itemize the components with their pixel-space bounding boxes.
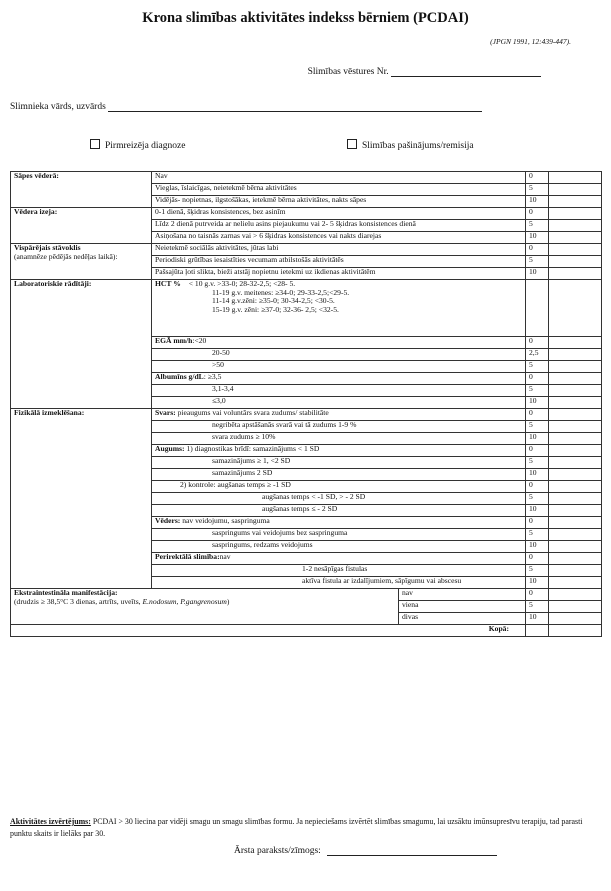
row-score: 0 — [526, 172, 549, 184]
row-text: svara zudums ≥ 10% — [152, 433, 526, 445]
esr-cell — [152, 337, 526, 349]
patient-name-field[interactable] — [10, 101, 482, 112]
row-text: samazinājums 2 SD — [152, 469, 526, 481]
row-score: 10 — [526, 541, 549, 553]
score-entry-cell[interactable] — [549, 601, 602, 613]
row-text: samazinājums ≥ 1, <2 SD — [152, 457, 526, 469]
patient-line[interactable] — [108, 101, 482, 112]
signature-field[interactable] — [234, 845, 497, 856]
table-row — [11, 589, 602, 601]
abdomen-cell — [152, 517, 526, 529]
row-score: 10 — [526, 397, 549, 409]
row-score: 5 — [526, 385, 549, 397]
row-score: 5 — [526, 493, 549, 505]
row-text: Vieglas, īslaicīgas, neietekmē bērna aktivitātes — [152, 184, 526, 196]
row-score: 5 — [526, 361, 549, 373]
hct-cell — [152, 280, 526, 337]
alb-cell — [152, 373, 526, 385]
score-entry-cell[interactable] — [549, 421, 602, 433]
score-entry-cell[interactable] — [549, 244, 602, 256]
score-entry-cell[interactable] — [549, 469, 602, 481]
row-score: 10 — [526, 577, 549, 589]
extra-desc-it1: E.nodosum, — [142, 596, 179, 606]
row-score: 0 — [526, 445, 549, 457]
score-entry-cell[interactable] — [549, 373, 602, 385]
hct-line: < 10 g.v. >33-0; 28-32-2,5; <28- 5. — [188, 279, 296, 288]
row-text: augšanas temps ≤ - 2 SD — [152, 505, 526, 517]
score-entry-cell[interactable] — [549, 493, 602, 505]
row-score: 0 — [526, 553, 549, 565]
weight-cell — [152, 409, 526, 421]
height-label: Augums: — [155, 444, 185, 453]
score-entry-cell[interactable] — [549, 553, 602, 565]
checkbox-box[interactable] — [90, 139, 100, 149]
row-text: nav veidojumu, saspringuma — [182, 516, 270, 525]
signature-line[interactable] — [327, 845, 497, 856]
row-score: 10 — [526, 613, 549, 625]
hct-line: 11-19 g.v. meitenes: ≥34-0; 29-33-2,5;<29-5. — [212, 287, 350, 297]
hct-score-cell — [526, 280, 549, 337]
score-entry-cell[interactable] — [549, 505, 602, 517]
row-score: 5 — [526, 256, 549, 268]
assessment-label: Aktivitātes izvērtējums: — [10, 817, 91, 826]
row-text: :<20 — [192, 336, 207, 345]
row-text: Vidējās- nopietnas, ilgstošākas, ietekmē bērna aktivitātes, nakts sāpes — [152, 196, 526, 208]
row-score: 10 — [526, 505, 549, 517]
checkbox-box[interactable] — [347, 139, 357, 149]
table-row — [11, 409, 602, 421]
score-table — [10, 171, 602, 637]
score-entry-cell[interactable] — [549, 361, 602, 373]
history-number-field[interactable] — [308, 66, 541, 77]
score-entry-cell[interactable] — [549, 385, 602, 397]
row-score: 0 — [526, 337, 549, 349]
checkbox-relapse-label: Slimības pašinājums/remisija — [362, 141, 474, 151]
checkbox-first-diagnosis[interactable] — [90, 139, 185, 151]
row-text: Pašsajūta ļoti slikta, bieži atstāj nopietnu ietekmi uz ikdienas aktivitātēm — [152, 268, 526, 280]
row-score: 10 — [526, 469, 549, 481]
score-entry-cell[interactable] — [549, 577, 602, 589]
score-entry-cell[interactable] — [549, 409, 602, 421]
row-text: 2) kontrole: augšanas temps ≥ -1 SD — [152, 481, 526, 493]
assessment-text: PCDAI > 30 liecina par vidēji smagu un smagu slimības formu. Ja nepieciešams izvērtēt slimības smagumu, lai uzsāktu imūnsupresīvu terapiju, tad parasti punktu skaits ir lielāks par 30. — [10, 817, 583, 839]
history-line[interactable] — [391, 66, 541, 77]
row-score: 10 — [526, 232, 549, 244]
height-cell — [152, 445, 526, 457]
row-text: 3,1-3,4 — [152, 385, 526, 397]
row-score: 0 — [526, 244, 549, 256]
row-score: 0 — [526, 409, 549, 421]
checkbox-first-label: Pirmreizēja diagnoze — [105, 141, 186, 151]
row-score: 2,5 — [526, 349, 549, 361]
reference: (JPGN 1991, 12:439-447). — [490, 37, 571, 46]
score-entry-cell[interactable] — [549, 349, 602, 361]
score-entry-cell[interactable] — [549, 613, 602, 625]
score-entry-cell[interactable] — [549, 565, 602, 577]
row-text: >50 — [152, 361, 526, 373]
row-text: 0-1 dienā, šķidras konsistences, bez asinīm — [152, 208, 526, 220]
extra-desc-it2: P.gangrenosum — [180, 596, 227, 606]
score-entry-cell[interactable] — [549, 232, 602, 244]
row-score: 0 — [526, 373, 549, 385]
row-text: Periodiski grūtības iesaistīties vecumam atbilstošās aktivitātēs — [152, 256, 526, 268]
extra-desc-suffix: ) — [226, 596, 230, 606]
score-entry-cell[interactable] — [549, 268, 602, 280]
row-score: 5 — [526, 184, 549, 196]
score-entry-cell[interactable] — [549, 256, 602, 268]
row-text: Neietekmē sociālās aktivitātes, jūtas labi — [152, 244, 526, 256]
assessment-note — [10, 816, 600, 841]
total-entry-cell[interactable] — [549, 625, 602, 637]
score-entry-cell[interactable] — [549, 280, 602, 337]
row-score: 5 — [526, 565, 549, 577]
row-text: divas — [399, 613, 526, 625]
stool-label: Vēdera izeja: — [11, 208, 152, 244]
table-row — [11, 244, 602, 256]
score-entry-cell[interactable] — [549, 445, 602, 457]
row-score: 0 — [526, 481, 549, 493]
score-entry-cell[interactable] — [549, 337, 602, 349]
general-cell — [11, 244, 152, 280]
row-text: augšanas temps < -1 SD, > - 2 SD — [152, 493, 526, 505]
row-text: saspringums, redzams veidojums — [152, 541, 526, 553]
row-text: 1) diagnostikas brīdī: samazinājums < 1 SD — [186, 444, 320, 453]
table-row — [11, 625, 602, 637]
score-entry-cell[interactable] — [549, 541, 602, 553]
score-entry-cell[interactable] — [549, 457, 602, 469]
extra-desc-prefix: (drudzis ≥ 38,5°C 3 dienas, artrīts, uveīts, — [14, 596, 141, 606]
row-text: negribēta apstāšanās svarā vai tā zudums 1-9 % — [152, 421, 526, 433]
total-score-cell[interactable] — [526, 625, 549, 637]
row-score: 5 — [526, 421, 549, 433]
score-entry-cell[interactable] — [549, 529, 602, 541]
row-score: 0 — [526, 208, 549, 220]
table-row — [11, 280, 602, 337]
row-score: 5 — [526, 529, 549, 541]
perirectal-cell — [152, 553, 526, 565]
esr-label: EGĀ mm/h — [155, 336, 193, 345]
row-score: 5 — [526, 601, 549, 613]
checkbox-relapse[interactable] — [347, 139, 474, 151]
exam-label: Fizikālā izmeklēšana: — [11, 409, 152, 589]
abdomen-label: Vēders: — [155, 516, 181, 525]
row-score: 5 — [526, 457, 549, 469]
table-row — [11, 208, 602, 220]
row-text: Nav — [152, 172, 526, 184]
row-score: 10 — [526, 433, 549, 445]
lab-label: Laboratoriskie rādītāji: — [11, 280, 152, 409]
score-entry-cell[interactable] — [549, 433, 602, 445]
row-text: pieaugums vai voluntārs svara zudums/ stabilitāte — [177, 408, 329, 417]
patient-label: Slimnieka vārds, uzvārds — [10, 102, 106, 112]
row-text: viena — [399, 601, 526, 613]
row-text: 20-50 — [152, 349, 526, 361]
row-score: 10 — [526, 268, 549, 280]
row-score: 5 — [526, 220, 549, 232]
row-text: 1-2 nesāpīgas fistulas — [152, 565, 526, 577]
hct-line: 11-14 g.v.zēni: ≥35-0; 30-34-2,5; <30-5. — [212, 296, 335, 306]
alb-label: Albumīns g/dL — [155, 372, 204, 381]
score-entry-cell[interactable] — [549, 196, 602, 208]
score-entry-cell[interactable] — [549, 481, 602, 493]
score-entry-cell[interactable] — [549, 172, 602, 184]
history-label: Slimības vēstures Nr. — [307, 67, 389, 77]
row-text: Asiņošana no taisnās zarnas vai > 6 šķidras konsistences vai nakts diarejas — [152, 232, 526, 244]
row-text: : ≥3,5 — [203, 372, 222, 381]
row-text: nav — [219, 552, 231, 561]
weight-label: Svars: — [155, 408, 176, 417]
score-entry-cell[interactable] — [549, 397, 602, 409]
row-score: 10 — [526, 196, 549, 208]
hct-line: 15-19 g.v. zēni: ≥37-0; 32-36- 2,5; <32-5. — [212, 305, 339, 315]
row-text: aktīva fistula ar izdalījumiem, sāpīgumu vai abscesu — [152, 577, 526, 589]
row-text: ≤3,0 — [152, 397, 526, 409]
score-entry-cell[interactable] — [549, 589, 602, 601]
general-note: (anamnēze pēdējās nedēļas laikā): — [14, 251, 118, 261]
signature-label: Ārsta paraksts/zīmogs: — [234, 846, 321, 856]
general-label: Vispārējais stāvoklis — [14, 243, 81, 252]
extra-label: Ekstraintestināla manifestācija: — [14, 588, 118, 597]
perirectal-label: Perirektālā slimība: — [155, 552, 220, 561]
total-label: Kopā: — [11, 625, 526, 637]
row-score: 0 — [526, 517, 549, 529]
table-row — [11, 172, 602, 184]
score-entry-cell[interactable] — [549, 517, 602, 529]
score-entry-cell[interactable] — [549, 184, 602, 196]
hct-label: HCT % — [155, 279, 181, 288]
pain-label: Sāpes vēderā: — [11, 172, 152, 208]
row-score: 0 — [526, 589, 549, 601]
row-text: Līdz 2 dienā putrveida ar nelielu asins piejaukumu vai 2- 5 šķidras konsistences dienā — [152, 220, 526, 232]
score-entry-cell[interactable] — [549, 220, 602, 232]
page-title: Krona slimības aktivitātes indekss bērniem (PCDAI) — [142, 10, 469, 26]
score-entry-cell[interactable] — [549, 208, 602, 220]
extra-cell — [11, 589, 399, 625]
row-text: nav — [399, 589, 526, 601]
row-text: saspringums vai veidojums bez saspringuma — [152, 529, 526, 541]
